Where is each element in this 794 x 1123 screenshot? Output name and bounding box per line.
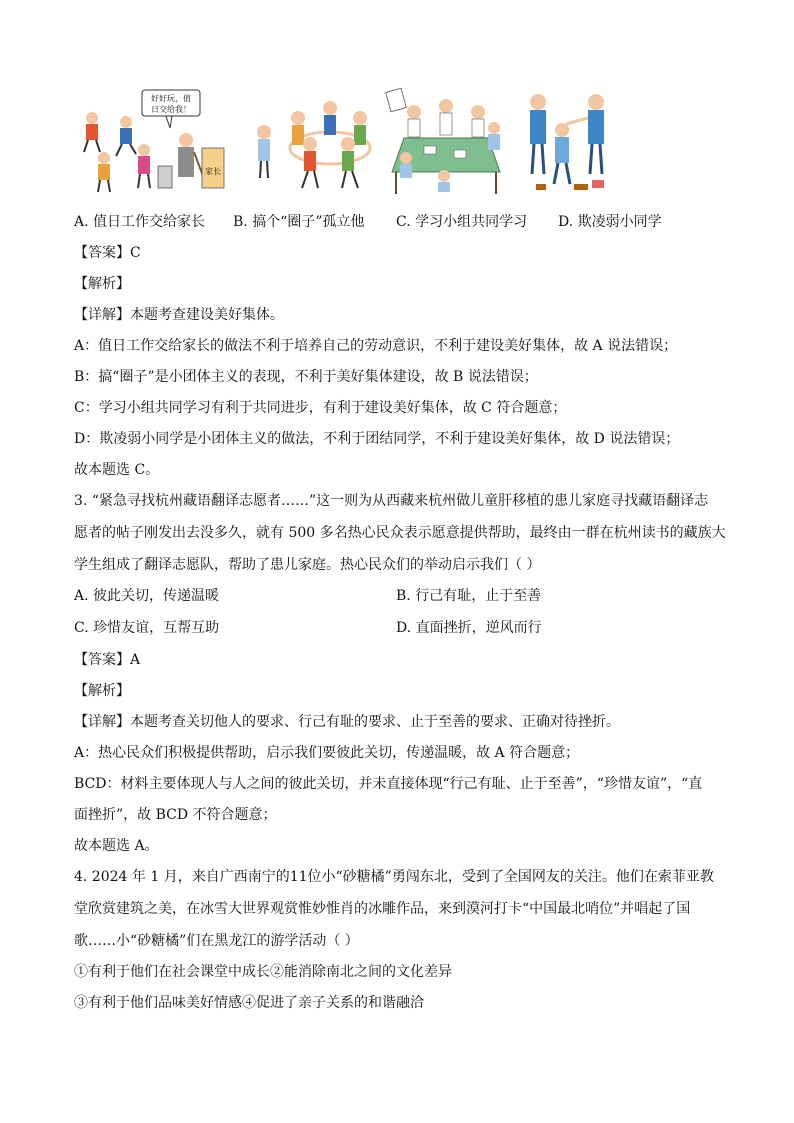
- q2-analysis-line: B：搞“圈子”是小团体主义的表现，不利于美好集体建设，故 B 说法错误；: [74, 369, 538, 385]
- q4-stem-line: 4. 2024 年 1 月，来自广西南宁的11位小“砂糖橘”勇闯东北，受到了全国网友的关注。他们在索菲亚教: [74, 869, 714, 885]
- parent-label: 家长: [205, 167, 221, 176]
- q3-stem-line: 3. “紧急寻找杭州藏语翻译志愿者……”这一则为从西藏来杭州做儿童肝移植的患儿家庭寻找藏语翻译志: [74, 493, 709, 509]
- q2-analysis-line: C：学习小组共同学习有利于共同进步，有利于建设美好集体，故 C 符合题意；: [74, 400, 567, 416]
- q3-analysis-line: 面挫折”，故 BCD 不符合题意；: [74, 807, 277, 823]
- q2-answer: 【答案】C: [74, 245, 141, 261]
- q3-detail: 【详解】本题考查关切他人的要求、行己有耻的要求、止于至善的要求、正确对待挫折。: [74, 714, 620, 730]
- q3-stem-line: 愿者的帖子刚发出去没多久，就有 500 多名热心民众表示愿意提供帮助，最终由一群在杭州读书的藏族大: [74, 525, 726, 541]
- illustration-study-group: [384, 88, 508, 198]
- q3-option-b: B. 行己有耻，止于至善: [396, 588, 542, 604]
- q3-option-c: C. 珍惜友谊，互帮互助: [74, 620, 220, 636]
- q3-analysis-line: BCD：材料主要体现人与人之间的彼此关切，并未直接体现“行己有耻、止于至善”，“珍惜友谊”，“直: [74, 776, 703, 792]
- speech-bubble-line-1: 好好玩，值: [151, 94, 191, 103]
- q3-stem-line: 学生组成了翻译志愿队，帮助了患儿家庭。热心民众们的举动启示我们（ ）: [74, 557, 541, 573]
- q2-analysis-line: A：值日工作交给家长的做法不利于培养自己的劳动意识，不利于建设美好集体，故 A 说法错误；: [74, 338, 678, 354]
- q3-analysis-label: 【解析】: [74, 683, 130, 699]
- question-2-illustrations: [74, 88, 620, 198]
- q2-analysis-label: 【解析】: [74, 276, 130, 292]
- q2-option-b: B. 搞个“圈子”孤立他: [233, 214, 365, 230]
- q2-option-c: C. 学习小组共同学习: [396, 214, 528, 230]
- q2-analysis-line: 故本题选 C。: [74, 462, 160, 478]
- q2-option-d: D. 欺凌弱小同学: [558, 214, 662, 230]
- q2-analysis-line: D：欺凌弱小同学是小团体主义的做法，不利于团结同学，不利于建设美好集体，故 D 说法错误；: [74, 431, 680, 447]
- q3-answer: 【答案】A: [74, 652, 141, 668]
- q3-option-d: D. 直面挫折，逆风而行: [396, 620, 542, 636]
- q2-detail: 【详解】本题考查建设美好集体。: [74, 307, 284, 323]
- illustration-circle-isolate: [250, 88, 382, 198]
- q3-analysis-line: 故本题选 A。: [74, 838, 159, 854]
- q3-option-a: A. 彼此关切，传递温暖: [74, 588, 220, 604]
- q2-option-a: A. 值日工作交给家长: [74, 214, 206, 230]
- q4-statement-line: ①有利于他们在社会课堂中成长②能消除南北之间的文化差异: [74, 964, 452, 980]
- q4-stem-line: 堂欣赏建筑之美，在冰雪大世界观赏惟妙惟肖的冰雕作品，来到漠河打卡“中国最北哨位”并唱起了国: [74, 901, 691, 917]
- illustration-bullying: [518, 88, 620, 198]
- q4-statement-line: ③有利于他们品味美好情感④促进了亲子关系的和谐融洽: [74, 995, 424, 1011]
- speech-bubble-line-2: 日交给我！: [151, 105, 191, 114]
- q4-stem-line: 歌……小“砂糖橘”们在黑龙江的游学活动（ ）: [74, 933, 359, 949]
- illustration-duty-to-parent: [74, 88, 230, 198]
- q3-analysis-line: A：热心民众们积极提供帮助，启示我们要彼此关切，传递温暖，故 A 符合题意；: [74, 745, 580, 761]
